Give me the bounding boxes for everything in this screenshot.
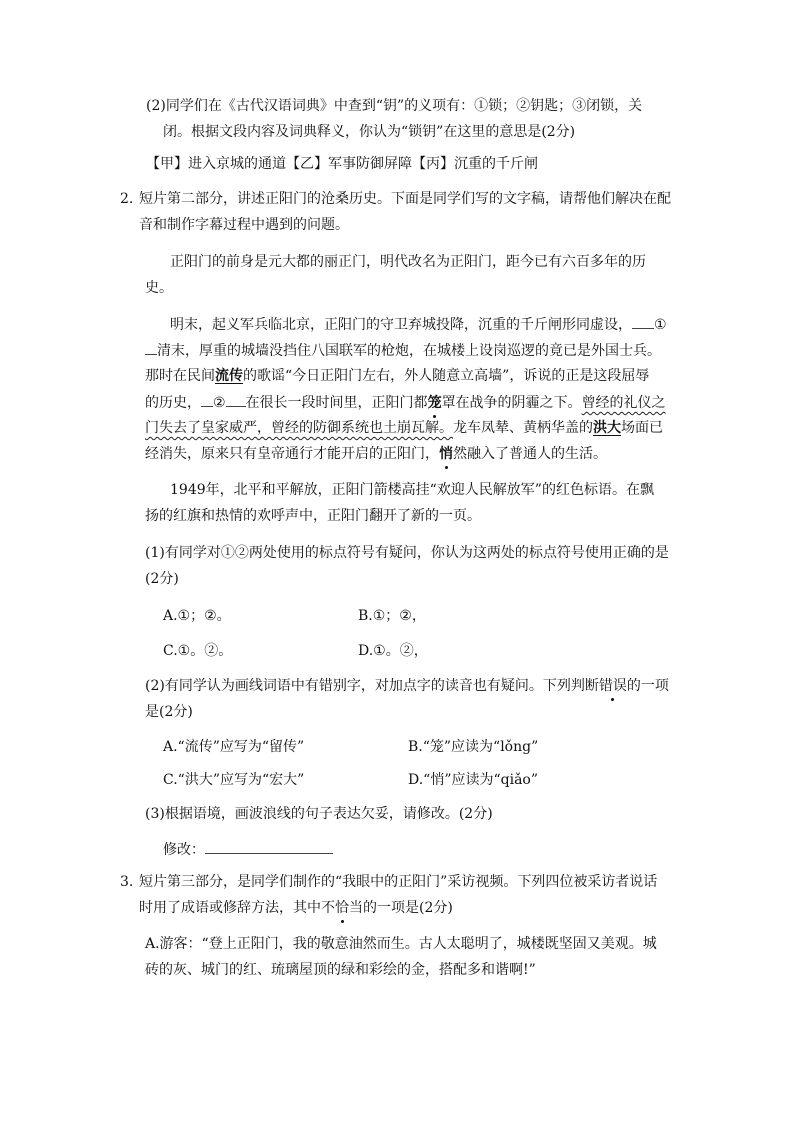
passage-p1-line1: 正阳门的前身是元大都的丽正门，明代改名为正阳门，距今已有六百多年的历 xyxy=(170,254,646,270)
passage-p2-line1 xyxy=(170,314,667,334)
question-text: 的一项 xyxy=(626,678,669,694)
passage-p2-line2 xyxy=(145,340,661,360)
q2-sub2-option-b: B.“笼”应读为“lǒng” xyxy=(408,739,539,755)
wavy-sentence-part2: 门失去了皇家威严，曾经的防御系统也土崩瓦解。 xyxy=(145,420,453,436)
blank-1 xyxy=(632,314,654,329)
passage-p1-line2: 史。 xyxy=(145,280,173,296)
q3-option-a-line2: 砖的灰、城门的红、琉璃屋顶的绿和彩绘的金，搭配多和谐啊!” xyxy=(145,962,536,978)
dotted-char-qiao: 悄 xyxy=(439,446,453,462)
passage-text: 明末，起义军兵临北京，正阳门的守卫弃城投降，沉重的千斤闸形同虚设， xyxy=(170,317,632,333)
blank-marker-1: ① xyxy=(654,317,667,333)
passage-p2-line5 xyxy=(145,418,663,438)
q2-sub1-line1: (1)有同学对①②两处使用的标点符号有疑问，你认为这两处的标点符号使用正确的是 xyxy=(145,545,669,561)
passage-text: 在很长一段时间里，正阳门都 xyxy=(245,395,428,411)
underlined-word-liuchuan: 流传 xyxy=(215,368,243,384)
blank-2a xyxy=(201,392,213,407)
emphasized-buqiadang: 不恰当 xyxy=(321,900,363,916)
question-text: 时用了成语或修辞方法，其中 xyxy=(139,900,321,916)
passage-text: 罩在战争的阴霾之下。 xyxy=(441,395,582,411)
question-text: (2)有同学认为画线词语中有错别字，对加点字的读音也有疑问。下列判断 xyxy=(145,678,599,694)
q2-sub1-option-b: B.①；②， xyxy=(358,608,426,624)
wavy-sentence-part1: 曾经的礼仪之 xyxy=(581,395,666,411)
q2-sub3-answer xyxy=(163,839,333,859)
q2-sub2-line2: 是(2分) xyxy=(145,704,193,720)
passage-p2-line3 xyxy=(145,366,649,386)
passage-p3-line2: 扬的红旗和热情的欢呼声中，正阳门翻开了新的一页。 xyxy=(145,508,481,524)
passage-p3-line1: 1949年，北平和平解放，正阳门箭楼高挂“欢迎人民解放军”的红色标语。在飘 xyxy=(170,482,654,498)
passage-p2-line6 xyxy=(145,444,607,464)
q3-number: 3. xyxy=(120,874,134,890)
passage-text: 龙车凤辇、黄柄华盖的 xyxy=(453,420,593,436)
answer-line[interactable] xyxy=(205,839,333,854)
answer-label: 修改： xyxy=(163,842,205,858)
passage-text: 然融入了普通人的生活。 xyxy=(453,446,607,462)
q2-number: 2. xyxy=(120,191,134,207)
blank-2b xyxy=(226,392,246,407)
passage-text: 的历史， xyxy=(145,395,201,411)
passage-text: 清末，厚重的城墙没挡住八国联军的枪炮，在城楼上设岗巡逻的竟已是外国士兵。 xyxy=(157,343,661,359)
q2-sub2-option-c: C.“洪大”应写为“宏大” xyxy=(163,772,305,788)
dotted-char-long: 笼 xyxy=(427,395,442,411)
q3-line2 xyxy=(139,898,453,918)
emphasized-cuowu: 错误 xyxy=(598,678,627,694)
underlined-word-hongda: 洪大 xyxy=(593,420,621,436)
q2-intro-line1: 短片第二部分，讲述正阳门的沧桑历史。下面是同学们写的文字稿，请帮他们解决在配 xyxy=(139,191,671,207)
passage-text: 经消失，原来只有皇帝通行才能开启的正阳门， xyxy=(145,446,439,462)
blank-1-tail xyxy=(145,340,157,355)
q2-sub1-option-c: C.①。②。 xyxy=(163,643,233,659)
passage-text: 场面已 xyxy=(621,420,663,436)
q3-line1: 短片第三部分，是同学们制作的“我眼中的正阳门”采访视频。下列四位被采访者说话 xyxy=(139,874,658,890)
passage-text: 的歌谣“今日正阳门左右，外人随意立高墙”，诉说的正是这段屈辱 xyxy=(243,368,650,384)
q1-sub2-line2: 闭。根据文段内容及词典释义，你认为“锁钥”在这里的意思是(2分) xyxy=(163,124,576,140)
q2-sub2-line1 xyxy=(145,676,669,696)
q2-sub2-option-a: A.“流传”应写为“留传” xyxy=(163,739,305,755)
passage-p2-line4 xyxy=(145,392,666,412)
q2-sub1-option-d: D.①。②， xyxy=(358,643,428,659)
q2-sub2-option-d: D.“悄”应读为“qiǎo” xyxy=(408,772,539,788)
blank-marker-2: ② xyxy=(213,395,226,411)
q2-sub1-option-a: A.①；②。 xyxy=(163,608,231,624)
q3-option-a-line1: A.游客：“登上正阳门，我的敬意油然而生。古人太聪明了，城楼既坚固又美观。城 xyxy=(145,936,657,952)
q1-sub2-line1: (2)同学们在《古代汉语词典》中查到“钥”的义项有：①锁；②钥匙；③闭锁，关 xyxy=(146,98,643,114)
q2-sub1-line2: (2分) xyxy=(145,571,179,587)
q2-sub3-line: (3)根据语境，画波浪线的句子表达欠妥，请修改。(2分) xyxy=(145,806,493,822)
q2-intro-line2: 音和制作字幕过程中遇到的问题。 xyxy=(139,217,349,233)
question-text: 的一项是(2分) xyxy=(363,900,453,916)
passage-text: 那时在民间 xyxy=(145,368,215,384)
q1-options: 【甲】进入京城的通道【乙】军事防御屏障【丙】沉重的千斤闸 xyxy=(146,156,538,172)
